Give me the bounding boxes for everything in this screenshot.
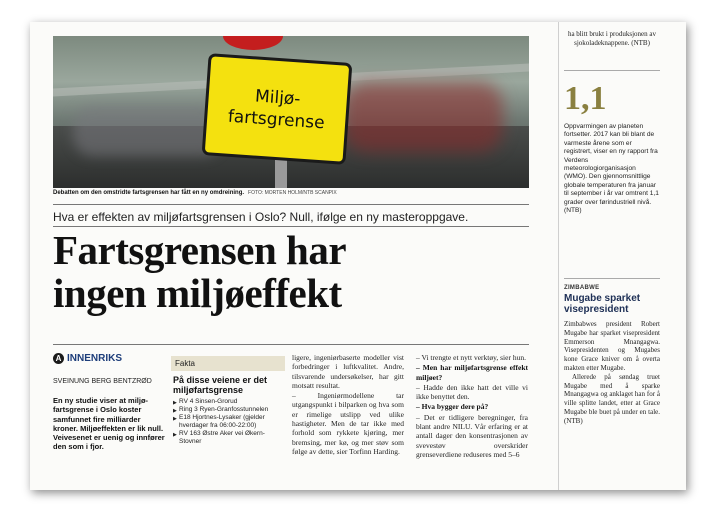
byline: SVEINUNG BERG BENTZRØD	[53, 378, 152, 385]
sign-text-line2: fartsgrense	[227, 106, 326, 134]
list-item: ▶ E18 Hjortnes-Lysaker (gjelder hverdager fra 06:00-22:00)	[173, 414, 285, 430]
photo-credit: FOTO: MORTEN HOLM/NTB SCANPIX	[248, 190, 337, 196]
newspaper-page	[30, 22, 686, 490]
ingress: En ny studie viser at miljø-fartsgrense i Oslo koster samfunnet fire milliarder kroner. Miljøeffekten er lik null. Veivesenet er uenig og innfører den som i fjor.	[53, 396, 165, 452]
list-item: ▶ Ring 3 Ryen-Granfosstunnelen	[173, 406, 285, 414]
divider	[564, 70, 660, 71]
fact-box-list	[171, 398, 285, 446]
paragraph: – Ingeniørmodellene tar utgangspunkt i bilparken og hva som er rimelige utslipp ved ulike hastigheter. Men de tar ikke med forhold som rykkete kjøring, mer bremsing, mer kø, og mer støv som følge av dette, sier Torfinn Harding.	[292, 391, 404, 456]
divider	[564, 278, 660, 279]
headline	[53, 229, 346, 315]
list-item: ▶ RV 4 Sinsen-Grorud	[173, 398, 285, 406]
body-column	[416, 353, 528, 460]
section-label	[53, 353, 122, 364]
photo-caption	[53, 190, 337, 196]
fact-box-tab: Fakta	[171, 356, 285, 371]
blurred-car	[343, 82, 503, 152]
fact-box-heading: På disse veiene er det miljøfartsgrense	[173, 375, 268, 395]
aftenposten-logo-icon: A	[53, 353, 64, 364]
sidebar-text: ha blitt brukt i produksjonen av sjokoladeknappene. (NTB)	[567, 30, 657, 47]
column-divider	[558, 22, 559, 490]
interview-question: – Men har miljøfartsgrense effekt miljøet?	[416, 363, 528, 382]
paragraph: ligere, ingeniørbaserte modeller vist forbedringer i luftkvalitet. Andre, tilsvarende undersøkelser, har gitt motsatt resultat.	[292, 353, 404, 390]
divider	[53, 344, 529, 345]
fact-box	[171, 356, 285, 446]
headline-line: ingen miljøeffekt	[53, 270, 342, 316]
divider	[53, 204, 529, 205]
paragraph: – Det er tidligere beregninger, fra blant andre NILU. Vår erfaring er at antall dager den konsentrasjonen av svevestøv overskrider grenseverdiene reduseres med 5–6	[416, 412, 528, 459]
paragraph: Allerede på søndag truet Mugabe med å sparke Mnangagwa og anklaget han for å ville splitte landet, etter at Grace Mugabe ble buet på under en tale. (NTB)	[564, 372, 660, 425]
article-photo	[53, 36, 529, 188]
paragraph: Zimbabwes president Robert Mugabe har sparket visepresident Emmerson Mnangagwa. Visepresidenten og Mugabes kone Grace kniver om å overta makten etter Mugabe.	[564, 320, 660, 372]
sidebar-title: Mugabe sparket visepresident	[564, 293, 641, 315]
speed-limit-sign	[202, 53, 353, 165]
sign-text-line1: Miljø-	[254, 86, 302, 110]
blurred-car	[73, 106, 223, 156]
interview-question: – Hva bygger dere på?	[416, 402, 489, 412]
sidebar-text: Oppvarmingen av planeten fortsetter. 2017 kan bli blant de varmeste årene som er registrert, viser en ny rapport fra Verdens meteorologiorganisasjon (WMO). Den gjennomsnittlige globale temperaturen fra januar til september i år var omtrent 1,1 grader over førindustriell nivå. (NTB)	[564, 123, 659, 215]
sidebar-body	[564, 320, 660, 426]
kicker: Hva er effekten av miljøfartsgrensen i Oslo? Null, ifølge en ny masteroppgave.	[53, 210, 469, 224]
body-column	[292, 353, 404, 457]
paragraph: – Hadde den ikke hatt det ville vi ikke benyttet den.	[416, 382, 528, 402]
sidebar-label: ZIMBABWE	[564, 285, 600, 291]
big-number: 1,1	[564, 80, 607, 117]
paragraph: – Vi trengte et nytt verktøy, sier hun.	[416, 353, 526, 362]
red-sign	[223, 36, 283, 50]
section-name: INNENRIKS	[67, 353, 123, 364]
list-item: ▶ RV 163 Østre Aker vei Økern-Stovner	[173, 430, 285, 446]
caption-text: Debatten om den omstridte fartsgrensen har fått en ny omdreining.	[53, 190, 245, 196]
headline-line: Fartsgrensen har	[53, 227, 347, 273]
